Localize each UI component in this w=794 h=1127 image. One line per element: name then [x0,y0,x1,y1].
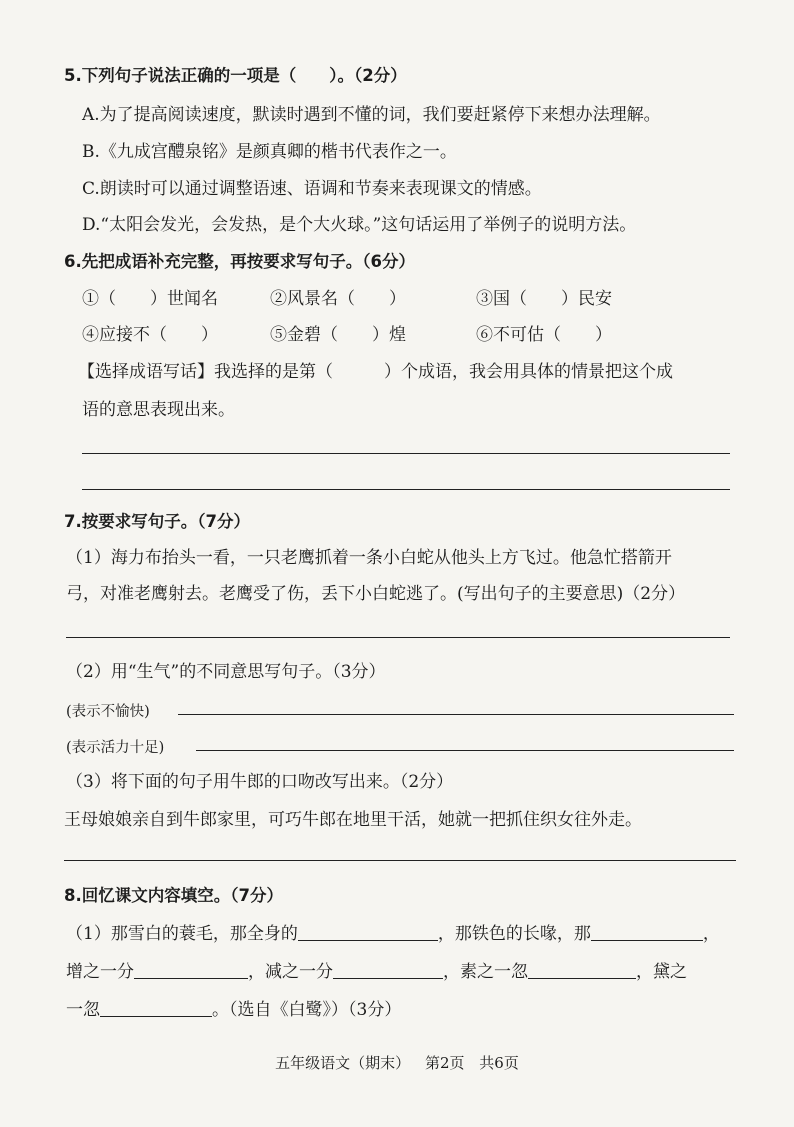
q8-line1-text-c: ， [702,924,720,944]
q7-p1-line1: （1）海力布抬头一看，一只老鹰抓着一条小白蛇从他头上方飞过。他急忙搭箭开 [66,548,672,568]
q8-line2-text-b: ，减之一分 [248,962,333,982]
q7-p1-line2: 弓，对准老鹰射去。老鹰受了伤，丢下小白蛇逃了。(写出句子的主要意思)（2分） [66,584,686,604]
q6-idiom-1: ①（ ）世闻名 [82,289,218,309]
q6-prompt-line2: 语的意思表现出来。 [82,400,235,420]
q7-p2-label-unhappy: (表示不愉快) [66,704,150,720]
q5-option-d: D.“太阳会发光，会发热，是个大火球。”这句话运用了举例子的说明方法。 [82,215,637,235]
page-footer [0,1052,794,1073]
q8-blank-1[interactable] [298,922,438,941]
q8-line2-text-c: ，素之一忽 [443,962,528,982]
q8-line1-text-a: （1）那雪白的蓑毛，那全身的 [66,924,298,944]
q7-p2-title: （2）用“生气”的不同意思写句子。（3分） [66,662,386,682]
q8-line2 [66,960,687,984]
q8-line1 [66,922,720,946]
q5-title: 5.下列句子说法正确的一项是（ ）。（2分） [64,66,407,85]
q6-idiom-4: ④应接不（ ） [82,325,218,345]
q8-line2-text-d: ，黛之 [636,962,687,982]
q6-idiom-6: ⑥不可估（ ） [476,325,612,345]
q8-blank-4[interactable] [333,960,443,979]
q7-p3-answer-line[interactable] [64,860,736,861]
footer-subject: 五年级语文（期末） [275,1054,411,1072]
q8-blank-2[interactable] [591,922,703,941]
q7-p3-text: 王母娘娘亲自到牛郎家里，可巧牛郎在地里干活，她就一把抓住织女往外走。 [64,810,642,830]
q6-answer-line-2[interactable] [82,489,730,490]
q8-line3 [66,998,401,1022]
q5-option-c: C.朗读时可以通过调整语速、语调和节奏来表现课文的情感。 [82,179,542,199]
q8-blank-5[interactable] [528,960,636,979]
q6-idiom-2: ②风景名（ ） [270,289,406,309]
q6-idiom-3: ③国（ ）民安 [476,289,612,309]
q8-blank-6[interactable] [100,998,212,1017]
q7-p3-title: （3）将下面的句子用牛郎的口吻改写出来。（2分） [66,772,454,792]
q8-line2-text-a: 增之一分 [66,962,134,982]
q5-option-b: B.《九成宫醴泉铭》是颜真卿的楷书代表作之一。 [82,142,457,162]
q7-p2-answer-line-1[interactable] [178,714,734,715]
q6-idiom-5: ⑤金碧（ ）煌 [270,325,406,345]
q7-p2-label-energetic: (表示活力十足) [66,740,165,756]
q8-line1-text-b: ，那铁色的长喙，那 [437,924,591,944]
q8-line3-text-a: 一忽 [66,1000,100,1020]
footer-total-pages: 共6页 [479,1054,519,1072]
q8-title: 8.回忆课文内容填空。（7分） [64,886,283,905]
q6-answer-line-1[interactable] [82,453,730,454]
q7-p1-answer-line[interactable] [66,637,730,638]
q8-line3-text-b: 。（选自《白鹭》）（3分） [212,1000,402,1020]
q8-blank-3[interactable] [134,960,248,979]
footer-page-number: 第2页 [424,1054,465,1072]
q5-option-a: A.为了提高阅读速度，默读时遇到不懂的词，我们要赶紧停下来想办法理解。 [82,105,661,125]
q7-title: 7.按要求写句子。（7分） [64,512,250,531]
q6-title: 6.先把成语补充完整，再按要求写句子。（6分） [64,252,415,271]
q7-p2-answer-line-2[interactable] [196,750,734,751]
q6-prompt-line1: 【选择成语写话】我选择的是第（ ）个成语，我会用具体的情景把这个成 [78,362,673,382]
